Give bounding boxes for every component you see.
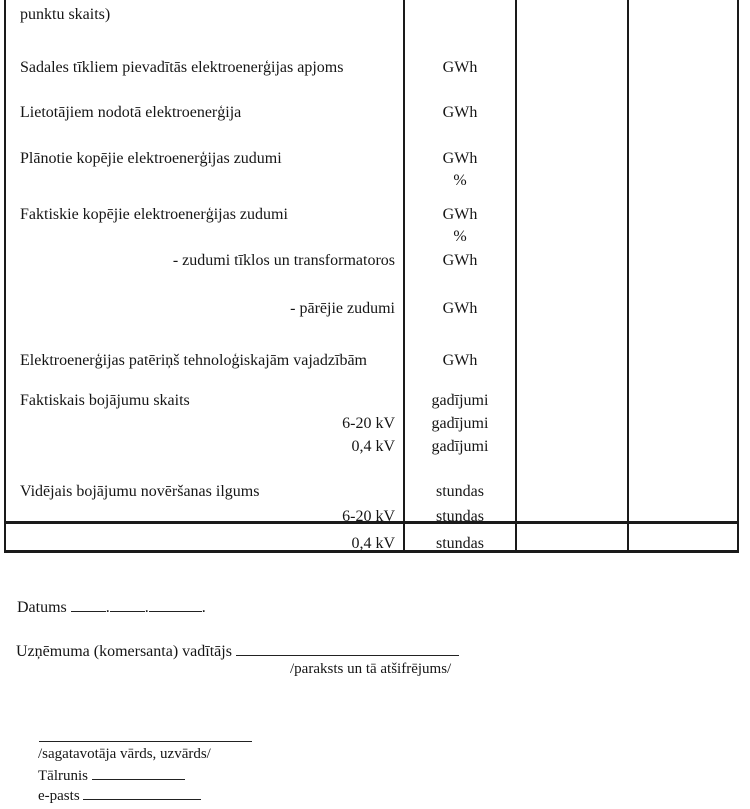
- table-row: [6, 414, 737, 434]
- unit-label: GWh: [442, 300, 478, 317]
- row-label: Vidējais bojājumu novēršanas ilgums: [20, 483, 260, 500]
- row-unit-cell: [405, 507, 515, 527]
- row-unit-cell: [405, 299, 515, 319]
- phone-blank: [92, 765, 185, 780]
- row-unit-cell: [405, 58, 515, 78]
- signature-caption: /paraksts un tā atšifrējums/: [290, 661, 452, 677]
- row-label: Sadales tīkliem pievadītās elektroenerģijas apjoms: [20, 59, 344, 76]
- manager-label: Uzņēmuma (komersanta) vadītājs: [16, 643, 232, 660]
- row-label: 6-20 kV: [342, 415, 395, 432]
- row-unit-cell: [405, 534, 515, 554]
- date-month-blank: [110, 596, 145, 612]
- date-separator: .: [105, 599, 110, 616]
- table-row: [6, 251, 737, 271]
- row-unit-cell: [405, 391, 515, 411]
- row-label: Faktiskie kopējie elektroenerģijas zudumi: [20, 206, 288, 223]
- row-label: 0,4 kV: [351, 535, 395, 552]
- column-divider-value1: [515, 0, 517, 550]
- manager-signature-line: [16, 638, 459, 662]
- preparer-caption: /sagatavotāja vārds, uzvārds/: [38, 746, 211, 762]
- row-unit-cell: [405, 482, 515, 502]
- row-label: 0,4 kV: [351, 438, 395, 455]
- preparer-name-blank: [39, 741, 252, 742]
- unit-label: stundas: [436, 535, 484, 552]
- table-row: [6, 482, 737, 502]
- row-label: punktu skaits): [20, 6, 111, 23]
- row-unit-cell: [405, 251, 515, 271]
- unit-label: GWh: [442, 252, 478, 269]
- unit-label: %: [453, 172, 467, 189]
- email-blank: [83, 785, 201, 800]
- unit-label: stundas: [436, 508, 484, 525]
- unit-label: GWh: [442, 352, 478, 369]
- unit-label: gadījumi: [431, 438, 489, 455]
- row-label: Lietotājiem nodotā elektroenerģija: [20, 104, 242, 121]
- table-row: [6, 103, 737, 123]
- unit-label: gadījumi: [431, 415, 489, 432]
- table-row: [6, 58, 737, 78]
- table-row: [6, 5, 737, 25]
- row-label: Plānotie kopējie elektroenerģijas zudumi: [20, 150, 282, 167]
- unit-label: GWh: [442, 59, 478, 76]
- date-year-blank: [149, 596, 202, 612]
- phone-label: Tālrunis: [38, 768, 88, 784]
- row-label: - pārējie zudumi: [290, 300, 395, 317]
- unit-label: gadījumi: [431, 392, 489, 409]
- table-row: [6, 205, 737, 247]
- unit-label: %: [453, 228, 467, 245]
- unit-label: GWh: [442, 150, 478, 167]
- row-label: Faktiskais bojājumu skaits: [20, 392, 190, 409]
- table-row: [6, 391, 737, 411]
- manager-signature-blank: [236, 638, 459, 656]
- row-label: 6-20 kV: [342, 508, 395, 525]
- column-divider-units: [403, 0, 405, 550]
- unit-label: GWh: [442, 104, 478, 121]
- column-divider-value2: [627, 0, 629, 550]
- row-unit-cell: [405, 414, 515, 434]
- email-label: e-pasts: [38, 788, 80, 804]
- table-row: [6, 299, 737, 319]
- table-row: [6, 351, 737, 371]
- date-day-blank: [71, 596, 106, 612]
- table-row: [6, 149, 737, 191]
- row-unit-cell: [405, 149, 515, 191]
- row-unit-cell: [405, 351, 515, 371]
- date-separator: .: [201, 599, 206, 616]
- date-label: Datums: [17, 599, 67, 616]
- email-line: [38, 785, 201, 806]
- report-table: [4, 0, 739, 553]
- unit-label: GWh: [442, 206, 478, 223]
- row-label: - zudumi tīklos un transformatoros: [172, 252, 395, 269]
- row-unit-cell: [405, 103, 515, 123]
- table-row: [6, 507, 737, 527]
- date-line: [17, 596, 206, 618]
- phone-line: [38, 765, 185, 786]
- unit-label: stundas: [436, 483, 484, 500]
- row-unit-cell: [405, 437, 515, 457]
- row-label: Elektroenerģijas patēriņš tehnoloģiskajām vajadzībām: [20, 352, 367, 369]
- row-unit-cell: [405, 205, 515, 247]
- table-row: [6, 437, 737, 457]
- date-separator: .: [144, 599, 149, 616]
- table-row: [6, 534, 737, 554]
